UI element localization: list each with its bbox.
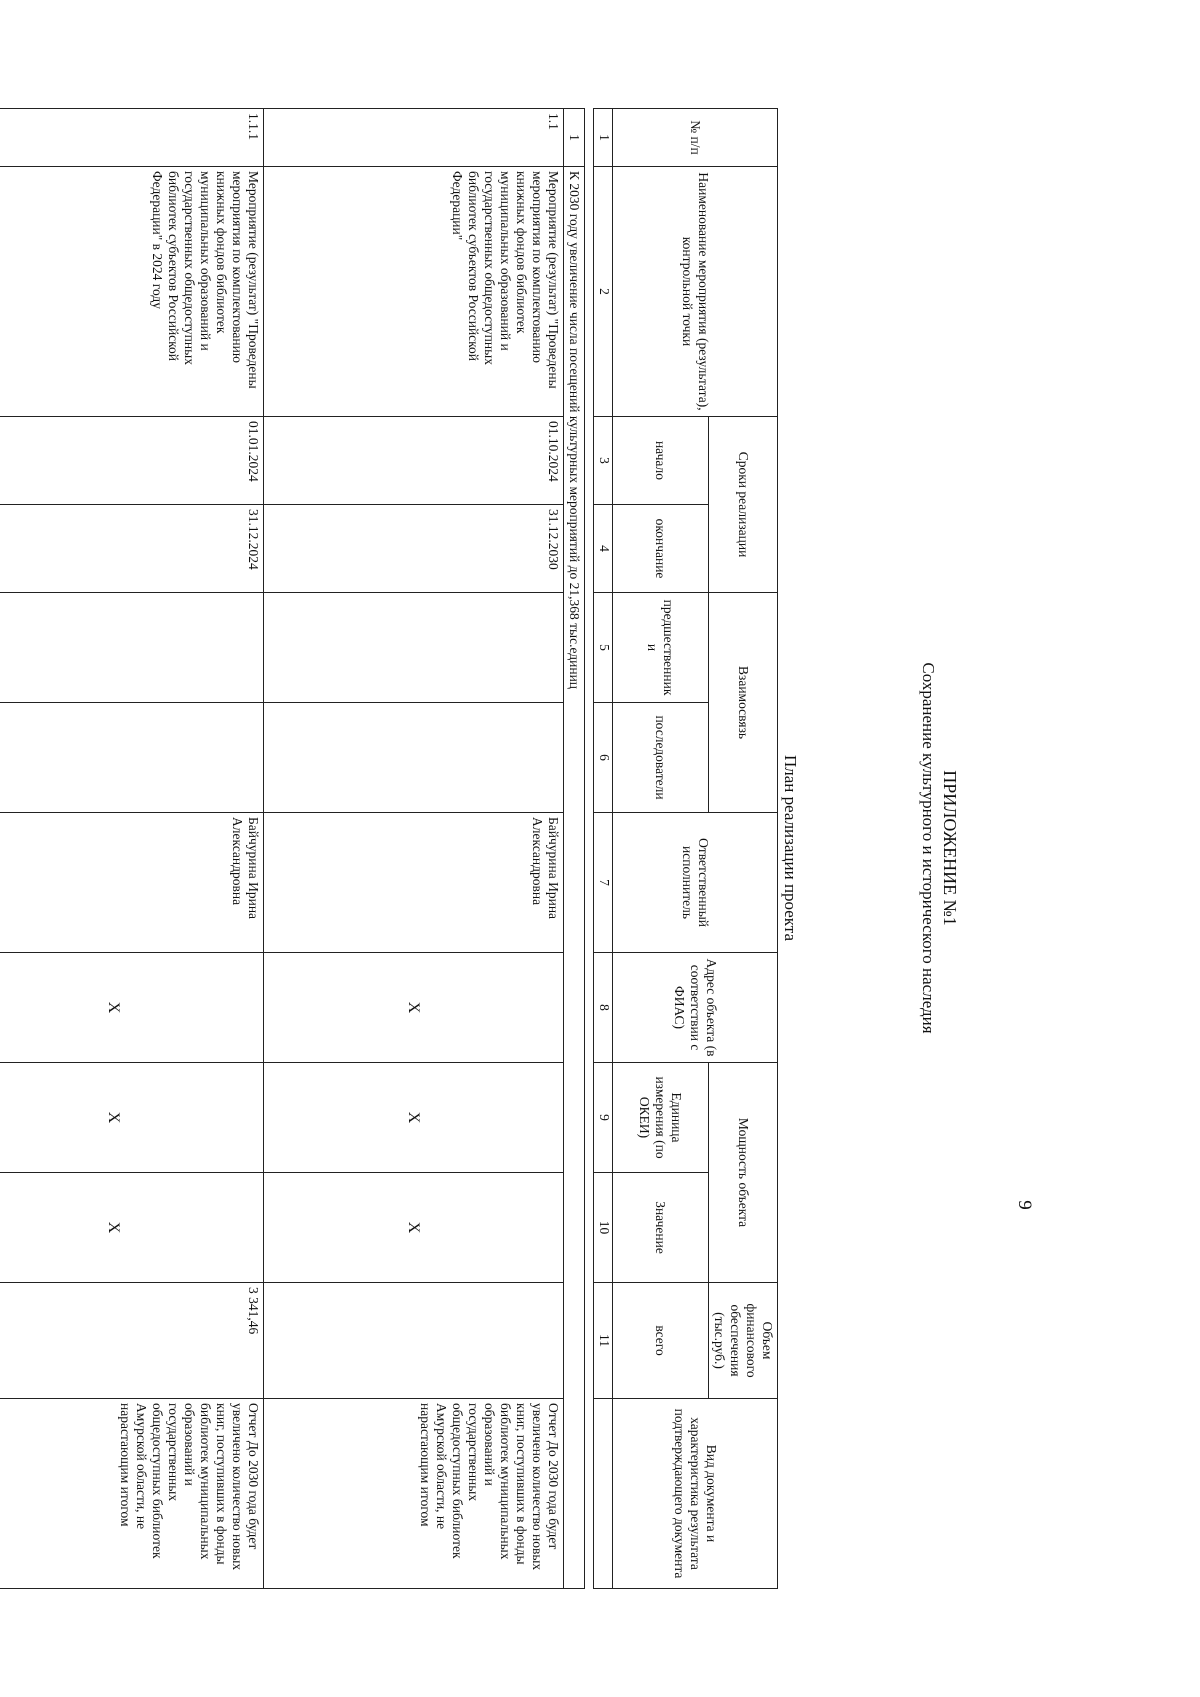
- row-address: X: [0, 953, 264, 1063]
- row-funding: [264, 1283, 564, 1399]
- column-number: 8: [594, 953, 613, 1063]
- header-row-1: [709, 109, 778, 1589]
- column-number: 1: [594, 109, 613, 167]
- row-end: 31.12.2030: [264, 505, 564, 593]
- table-row: [0, 109, 264, 1589]
- column-number: 4: [594, 505, 613, 593]
- col-next-header: последователи: [613, 703, 709, 813]
- row-value: X: [0, 1173, 264, 1283]
- row-address: X: [264, 953, 564, 1063]
- row-start: 01.10.2024: [264, 417, 564, 505]
- row-value: X: [264, 1173, 564, 1283]
- column-number: 5: [594, 593, 613, 703]
- plan-table: [0, 108, 778, 1589]
- col-prev-header: предшественники: [613, 593, 709, 703]
- col-responsible-header: Ответственный исполнитель: [613, 813, 778, 953]
- column-numbers-row: [594, 109, 613, 1589]
- row-document: Отчет До 2030 года будет увеличено количество новых книг, поступивших в фонды библиотек муниципальных образований и государственных общедоступных библиотек Амурской области, не нарастающим итогом: [264, 1399, 564, 1589]
- col-capacity-header: Мощность объекта: [709, 1063, 778, 1283]
- row-funding: 3 341,46: [0, 1283, 264, 1399]
- col-funding-header: Объем финансового обеспечения (тыс.руб.): [709, 1283, 778, 1399]
- row-num: 1.1.1: [0, 109, 264, 167]
- row-next: [264, 703, 564, 813]
- rotated-sheet: [105, 108, 960, 1588]
- column-number-empty: [594, 1399, 613, 1589]
- plan-title: План реализации проекта: [781, 754, 800, 942]
- col-funding-total-header: всего: [613, 1283, 709, 1399]
- row-document: Отчет До 2030 года будет увеличено количество новых книг, поступивших в фонды библиотек муниципальных образований и государственных общедоступных библиотек Амурской области, не нарастающим итогом: [0, 1399, 264, 1589]
- separator-row: [585, 109, 594, 1589]
- col-document-header: Вид документа и характеристика результата подтверждающего документа: [613, 1399, 778, 1589]
- column-number: 2: [594, 167, 613, 417]
- col-link-header: Взаимосвязь: [709, 593, 778, 813]
- goal-num: 1: [564, 109, 585, 167]
- table-row: [264, 109, 564, 1589]
- row-unit: X: [0, 1063, 264, 1173]
- goal-row: [564, 109, 585, 1589]
- appendix-subtitle: Сохранение культурного и исторического наследия: [919, 662, 938, 1034]
- row-prev: [0, 593, 264, 703]
- separator-cell: [585, 109, 594, 1589]
- column-number: 3: [594, 417, 613, 505]
- row-num: 1.1: [264, 109, 564, 167]
- row-responsible: Байчурина Ирина Александровна: [264, 813, 564, 953]
- col-name-header: Наименование мероприятия (результата), контрольной точки: [613, 167, 778, 417]
- row-start: 01.01.2024: [0, 417, 264, 505]
- appendix-title: ПРИЛОЖЕНИЕ №1: [940, 770, 960, 926]
- column-number: 6: [594, 703, 613, 813]
- col-start-header: начало: [613, 417, 709, 505]
- col-end-header: окончание: [613, 505, 709, 593]
- column-number: 11: [594, 1283, 613, 1399]
- row-end: 31.12.2024: [0, 505, 264, 593]
- column-number: 10: [594, 1173, 613, 1283]
- row-name: Мероприятие (результат) "Проведены мероприятия по комплектованию книжных фондов библиотек муниципальных образований и государственных общедоступных библиотек субъектов Российской Федерации" в 2024 году: [0, 167, 264, 417]
- goal-text: К 2030 году увеличение числа посещений культурных мероприятий до 21,368 тыс.единиц: [564, 167, 585, 1589]
- row-responsible: Байчурина Ирина Александровна: [0, 813, 264, 953]
- row-prev: [264, 593, 564, 703]
- row-next: [0, 703, 264, 813]
- row-name: Мероприятие (результат) "Проведены мероприятия по комплектованию книжных фондов библиотек муниципальных образований и государственных общедоступных библиотек субъектов Российской Федерации": [264, 167, 564, 417]
- col-unit-header: Единица измерения (по ОКЕИ): [613, 1063, 709, 1173]
- page-number: 9: [1014, 1200, 1035, 1210]
- column-number: 9: [594, 1063, 613, 1173]
- column-number: 7: [594, 813, 613, 953]
- col-terms-header: Сроки реализации: [709, 417, 778, 593]
- col-num-header: № п/п: [613, 109, 778, 167]
- row-unit: X: [264, 1063, 564, 1173]
- col-value-header: Значение: [613, 1173, 709, 1283]
- col-address-header: Адрес объекта (в соответствии с ФИАС): [613, 953, 778, 1063]
